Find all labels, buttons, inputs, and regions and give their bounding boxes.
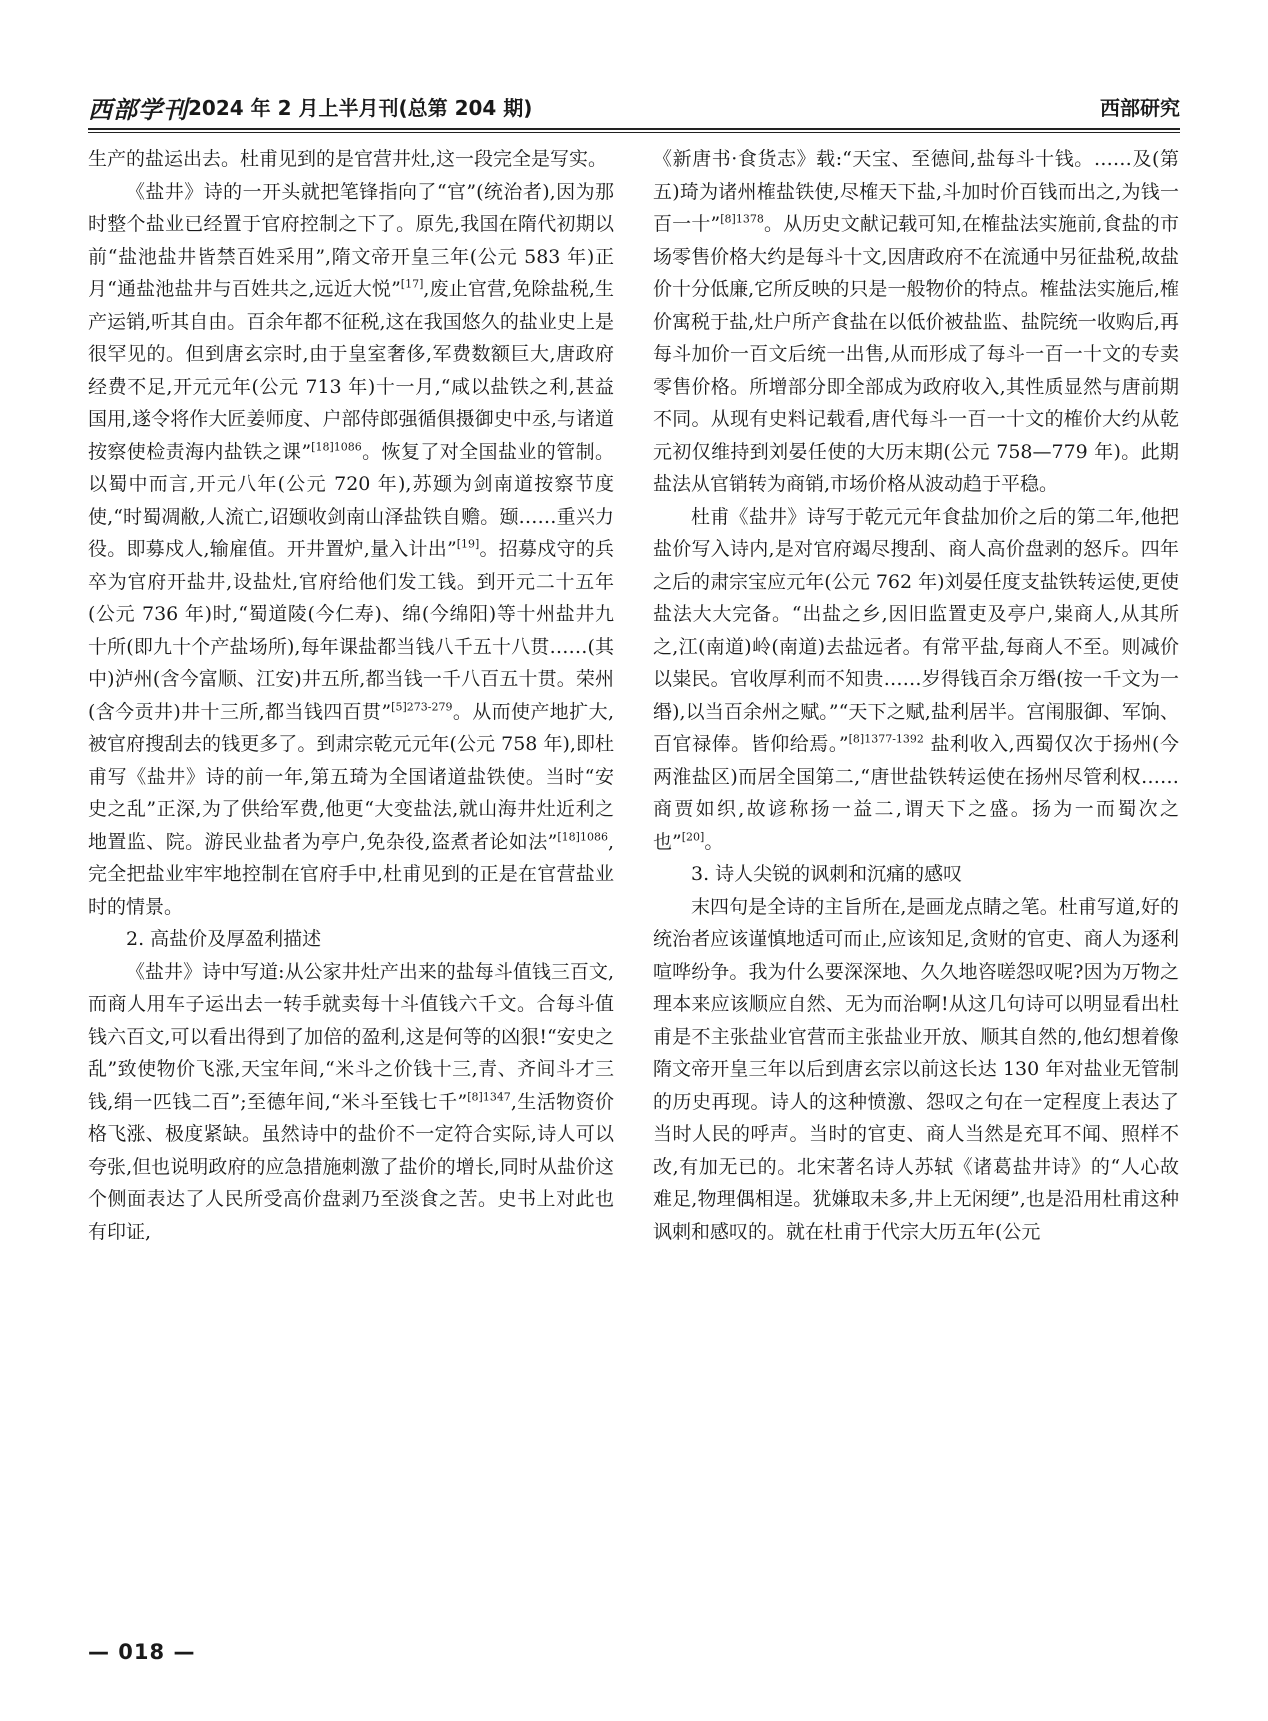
paragraph: 末四句是全诗的主旨所在,是画龙点睛之笔。杜甫写道,好的统治者应该谨慎地适可而止,应该知足,贪财的官吏、商人为逐利喧哗纷争。我为什么要深深地、久久地咨嗟怨叹呢?因为万物之理本来应该顺应自然、无为而治啊!从这几句诗可以明显看出杜甫是不主张盐业官营而主张盐业开放、顺其自然的,他幻想着像隋文帝开皇三年以后到唐玄宗以前这长达 130 年对盐业无管制的历史再现。诗人的这种愤激、怨叹之句在一定程度上表达了当时人民的呼声。当时的官吏、商人当然是充耳不闻、照样不改,有加无已的。北宋著名诗人苏轼《诸葛盐井诗》的“人心故难足,物理偶相逞。犹嫌取未多,井上无闲绠”,也是沿用杜甫这种讽刺和感叹的。就在杜甫于代宗大历五年(公元 [653,895,1179,1243]
paragraph: 生产的盐运出去。杜甫见到的是官营井灶,这一段完全是写实。 [88,148,608,170]
right-column [653,143,1179,1248]
header-rule-thin [88,132,1180,133]
header-rule [88,128,1180,130]
page-header [88,90,1180,124]
paragraph: 《盐井》诗中写道:从公家井灶产出来的盐每斗值钱三百文,而商人用车子运出去一转手就卖每十斗值钱六千文。合每斗值钱六百文,可以看出得到了加倍的盈利,这是何等的凶狠!“安史之乱”致使物价飞涨,天宝年间,“米斗之价钱十三,青、齐间斗才三钱,绢一匹钱二百”;至德年间,“米斗至钱七千”$^{[8]1347}$,生活物资价格飞涨、极度紧缺。虽然诗中的盐价不一定符合实际,诗人可以夸张,但也说明政府的应急措施刺激了盐价的增长,同时从盐价这个侧面表达了人民所受高价盘剥乃至淡食之苦。史书上对此也有印证, [88,960,615,1243]
paragraph: 《新唐书·食货志》载:“天宝、至德间,盐每斗十钱。……及(第五)琦为诸州榷盐铁使,尽榷天下盐,斗加时价百钱而出之,为钱一百一十”$^{[8]1378}$。从历史文献记载可知,在榷盐法实施前,食盐的市场零售价格大约是每斗十文,因唐政府不在流通中另征盐税,故盐价十分低廉,它所反映的只是一般物价的特点。榷盐法实施后,榷价寓税于盐,灶户所产食盐在以低价被盐监、盐院统一收购后,再每斗加价一百文后统一出售,从而形成了每斗一百一十文的专卖零售价格。所增部分即全部成为政府收入,其性质显然与唐前期不同。从现有史料记载看,唐代每斗一百一十文的榷价大约从乾元初仅维持到刘晏任使的大历末期(公元 758—779 年)。此期盐法从官销转为商销,市场价格从波动趋于平稳。 [653,148,1179,495]
left-column [88,143,614,1248]
citation-ref: [8]1378 [720,212,764,226]
citation-ref: [5]273-279 [391,700,453,714]
section-heading: 3. 诗人尖锐的讽刺和沉痛的感叹 [691,863,963,885]
paragraph: 《盐井》诗的一开头就把笔锋指向了“官”(统治者),因为那时整个盐业已经置于官府控制之下了。原先,我国在隋代初期以前“盐池盐井皆禁百姓采用”,隋文帝开皇三年(公元 583 年)正月“通盐池盐井与百姓共之,远近大悦”[17],废止官营,免除盐税,生产运销,听其自由。百余年都不征税,这在我国悠久的盐业史上是很罕见的。但到唐玄宗时,由于皇室奢侈,军费数额巨大,唐政府经费不足,开元元年(公元 713 年)十一月,“咸以盐铁之利,甚益国用,遂令将作大匠姜师度、户部侍郎强循俱摄御史中丞,与诸道按察使检责海内盐铁之课”$^{[18]1086}$。恢复了对全国盐业的管制。以蜀中而言,开元八年(公元 720 年),苏颋为剑南道按察节度使,“时蜀凋敝,人流亡,诏颋收剑南山泽盐铁自赡。颋……重兴力役。即募戍人,输雇值。开井置炉,量入计出”[19]。招募戍守的兵卒为官府开盐井,设盐灶,官府给他们发工钱。到开元二十五年(公元 736 年)时,“蜀道陵(今仁寿)、绵(今绵阳)等十州盐井九十所(即九十个产盐场所),每年课盐都当钱八千五十八贯……(其中)泸州(含今富顺、江安)井五所,都当钱一千八百五十贯。荣州(含今贡井)井十三所,都当钱四百贯”$^{[5]273-279}$。从而使产地扩大,被官府搜刮去的钱更多了。到肃宗乾元元年(公元 758 年),即杜甫写《盐井》诗的前一年,第五琦为全国诸道盐铁使。当时“安史之乱”正深,为了供给军费,他更“大变盐法,就山海井灶近利之地置监、院。游民业盐者为亭户,免杂役,盗煮者论如法”$^{[18]1086}$,完全把盐业牢牢地控制在官府手中,杜甫见到的正是在官营盐业时的情景。 [88,180,615,918]
page-number: — 018 — [88,1640,196,1664]
section-title: 西部研究 [1100,96,1180,120]
citation-ref: [8]1347 [467,1090,511,1104]
citation-ref: [18]1086 [311,440,362,454]
issue-info: 2024 年 2 月上半月刊(总第 204 期) [188,96,533,120]
section-heading: 2. 高盐价及厚盈利描述 [126,928,322,950]
citation-ref: [17] [400,277,424,291]
citation-ref: [8]1377-1392 [848,732,924,746]
paragraph: 杜甫《盐井》诗写于乾元元年食盐加价之后的第二年,他把盐价写入诗内,是对官府竭尽搜刮、商人高价盘剥的怒斥。四年之后的肃宗宝应元年(公元 762 年)刘晏任度支盐铁转运使,更使盐法大大完备。“出盐之乡,因旧监置吏及亭户,粜商人,从其所之,江(南道)岭(南道)去盐远者。有常平盐,每商人不至。则减价以粜民。官收厚利而不知贵……岁得钱百余万缗(按一千文为一缗),以当百余州之赋。”“天下之赋,盐利居半。宫闱服御、军饷、百官禄俸。皆仰给焉。”$^{[8]1377-1392}$ 盐利收入,西蜀仅次于扬州(今两淮盐区)而居全国第二,“唐世盐铁转运使在扬州尽管利权……商贾如织,故谚称扬一益二,谓天下之盛。扬为一而蜀次之也”[20]。 [653,505,1179,853]
citation-ref: [18]1086 [557,830,608,844]
citation-ref: [19] [456,537,480,551]
journal-logo: 西部学刊 [88,95,188,124]
citation-ref: [20] [681,830,705,844]
